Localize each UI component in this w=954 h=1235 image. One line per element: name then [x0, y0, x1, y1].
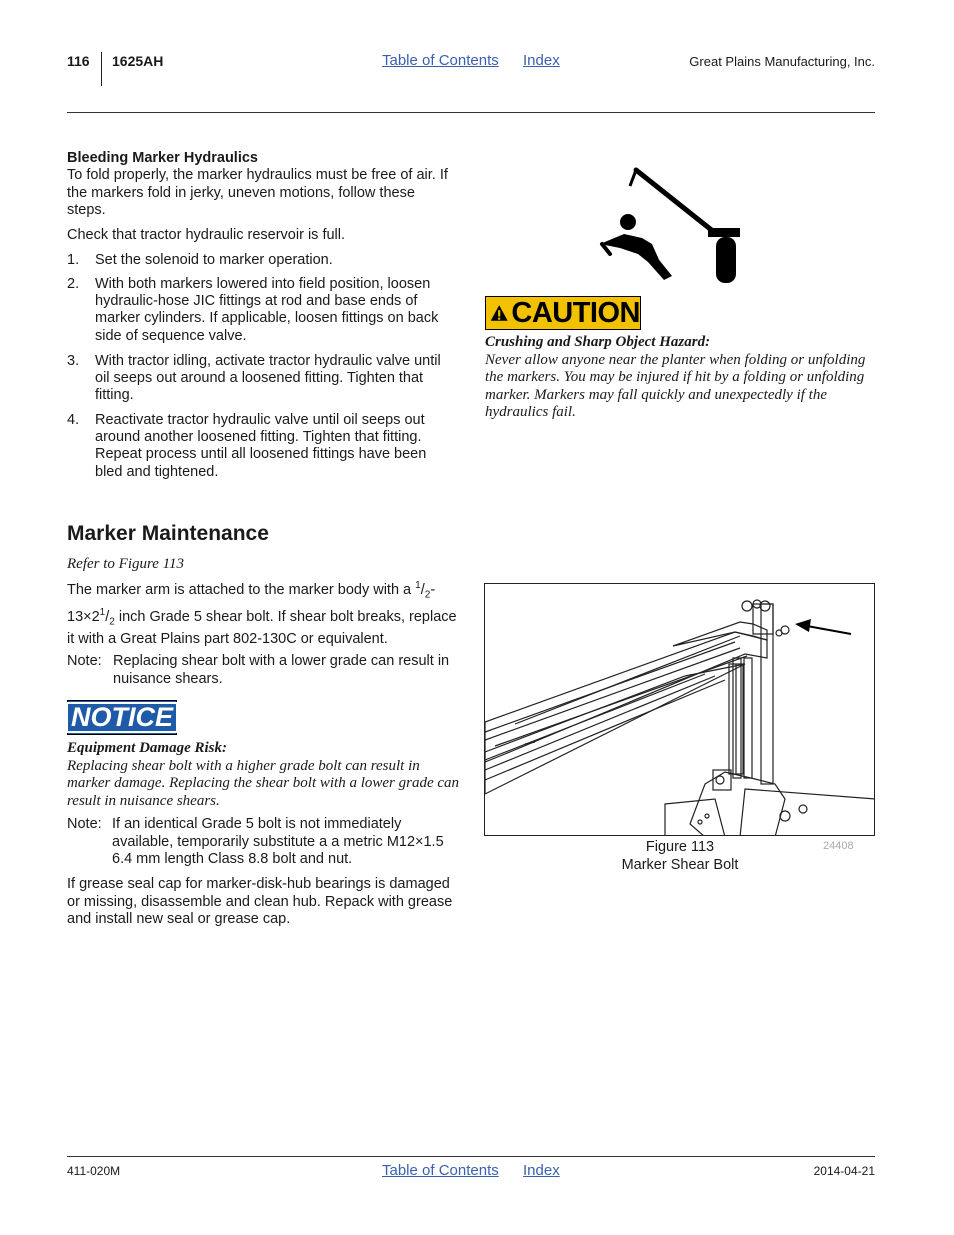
bleeding-check: Check that tractor hydraulic reservoir is full. — [67, 227, 346, 243]
header-divider — [101, 52, 102, 86]
marker-shear-bolt-drawing — [485, 584, 875, 836]
figure-caption — [617, 839, 743, 874]
document-number: 411-020M — [67, 1164, 121, 1178]
maintenance-para-2: If grease seal cap for marker-disk-hub bearings is damaged or missing, disassemble and clean hub. Repack with grease and install new seal or grease cap. — [67, 876, 453, 927]
notice-word: NOTICE — [66, 702, 178, 733]
warning-triangle-icon — [490, 301, 508, 325]
footer-index-link[interactable]: Index — [523, 1162, 560, 1179]
figure-art-id: 24408 — [823, 840, 854, 852]
bleeding-intro: To fold properly, the marker hydraulics must be free of air. If the markers fold in jerky, uneven motions, follow these steps. — [67, 167, 448, 218]
figure-title: Marker Shear Bolt — [621, 856, 739, 873]
publication-date: 2014-04-21 — [813, 1164, 875, 1178]
caution-word: CAUTION — [511, 296, 640, 329]
header-rule — [67, 112, 875, 113]
notice-label — [67, 700, 177, 735]
figure-reference: Refer to Figure 113 — [67, 556, 185, 572]
notice-title: Equipment Damage Risk: — [67, 740, 228, 756]
note-label-2: Note: — [67, 816, 102, 832]
caution-body: Never allow anyone near the planter when folding or unfolding the markers. You may be injured if hit by a folding or unfolding marker. Markers may fall quickly and unexpectedly if the hydraulics fail. — [485, 352, 866, 421]
figure-113-frame — [484, 583, 875, 836]
model-name: 1625AH — [112, 53, 164, 69]
section-heading-bleeding: Bleeding Marker Hydraulics — [67, 150, 258, 166]
note-text-2: If an identical Grade 5 bolt is not immediately available, temporarily substitute a a metric M12×1.5 6.4 mm length Class 8.8 bolt and nut. — [112, 816, 444, 867]
note-label-1: Note: — [67, 653, 102, 669]
section-heading-maintenance: Marker Maintenance — [67, 522, 269, 545]
figure-number: Figure 113 — [645, 839, 715, 855]
header-index-link[interactable]: Index — [523, 52, 560, 69]
header-toc-link[interactable]: Table of Contents — [382, 52, 499, 69]
company-name: Great Plains Manufacturing, Inc. — [689, 54, 875, 69]
caution-title: Crushing and Sharp Object Hazard: — [485, 334, 711, 350]
footer-rule — [67, 1156, 875, 1157]
crush-hazard-pictogram — [590, 158, 750, 286]
page-number: 116 — [67, 53, 90, 69]
maintenance-para-1: The marker arm is attached to the marker body with a $^1/_2-13\times 2^1/_2$ inch Grade 5 shear bolt. If shear bolt breaks, replace it with a Great Plains part 802-130C or equivalent. — [67, 580, 457, 648]
notice-body: Replacing shear bolt with a higher grade bolt can result in marker damage. Replacing the shear bolt with a lower grade can result in nuisance shears. — [67, 758, 460, 809]
caution-label — [485, 296, 641, 330]
footer-toc-link[interactable]: Table of Contents — [382, 1162, 499, 1179]
note-text-1: Replacing shear bolt with a lower grade can result in nuisance shears. — [113, 653, 450, 687]
